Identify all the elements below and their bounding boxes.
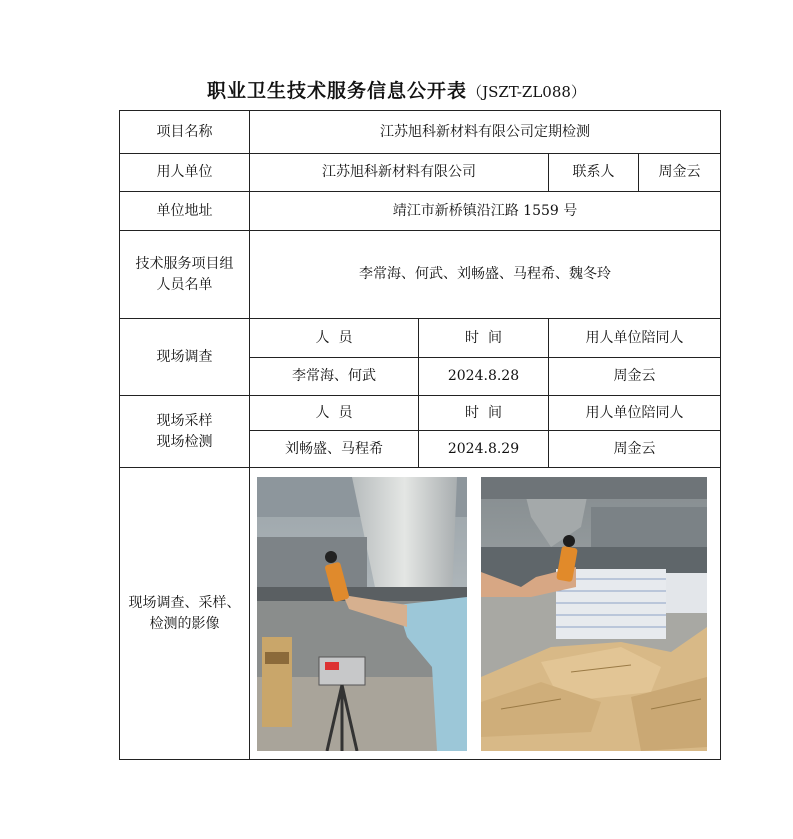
- row-address: [120, 192, 721, 231]
- contact-label: 联系人: [549, 154, 639, 192]
- project-name-value: 江苏旭科新材料有限公司定期检测: [250, 111, 721, 154]
- row-team: [120, 231, 721, 319]
- site-photo-sampling: [481, 477, 707, 751]
- address-value: 靖江市新桥镇沿江路 1559 号: [250, 192, 721, 231]
- contact-value: 周金云: [639, 154, 721, 192]
- site-photo-survey: [257, 477, 467, 751]
- project-name-label: 项目名称: [120, 111, 250, 154]
- photo-gallery: [250, 477, 720, 751]
- sampling-time: 2024.8.29: [419, 431, 549, 468]
- document-title: [0, 76, 793, 103]
- sampling-header-people: 人 员: [250, 396, 419, 431]
- document-code: （JSZT-ZL088）: [467, 83, 586, 101]
- sampling-label: [120, 396, 250, 468]
- row-employer: [120, 154, 721, 192]
- row-images: [120, 468, 721, 760]
- address-label: 单位地址: [120, 192, 250, 231]
- sampling-label-line2: 现场检测: [156, 433, 213, 450]
- team-label: [120, 231, 250, 319]
- images-label-line2: 检测的影像: [149, 615, 220, 632]
- sampling-label-line1: 现场采样: [156, 412, 213, 429]
- survey-header-time: 时 间: [419, 319, 549, 358]
- sampling-escort: 周金云: [549, 431, 721, 468]
- images-label: [120, 468, 250, 760]
- row-project-name: [120, 111, 721, 154]
- sampling-people: 刘畅盛、马程希: [250, 431, 419, 468]
- row-sampling-header: [120, 396, 721, 431]
- info-table: [119, 110, 721, 760]
- survey-header-people: 人 员: [250, 319, 419, 358]
- team-label-line1: 技术服务项目组: [135, 255, 234, 272]
- survey-people: 李常海、何武: [250, 358, 419, 396]
- team-value: 李常海、何武、刘畅盛、马程希、魏冬玲: [250, 231, 721, 319]
- employer-value: 江苏旭科新材料有限公司: [250, 154, 549, 192]
- images-cell: [250, 468, 721, 760]
- title-text: 职业卫生技术服务信息公开表: [207, 80, 468, 102]
- survey-escort: 周金云: [549, 358, 721, 396]
- team-label-line2: 人员名单: [156, 276, 213, 293]
- sampling-header-escort: 用人单位陪同人: [549, 396, 721, 431]
- employer-label: 用人单位: [120, 154, 250, 192]
- survey-time: 2024.8.28: [419, 358, 549, 396]
- row-survey-header: [120, 319, 721, 358]
- sampling-header-time: 时 间: [419, 396, 549, 431]
- images-label-line1: 现场调查、采样、: [128, 594, 241, 611]
- survey-header-escort: 用人单位陪同人: [549, 319, 721, 358]
- survey-label: 现场调查: [120, 319, 250, 396]
